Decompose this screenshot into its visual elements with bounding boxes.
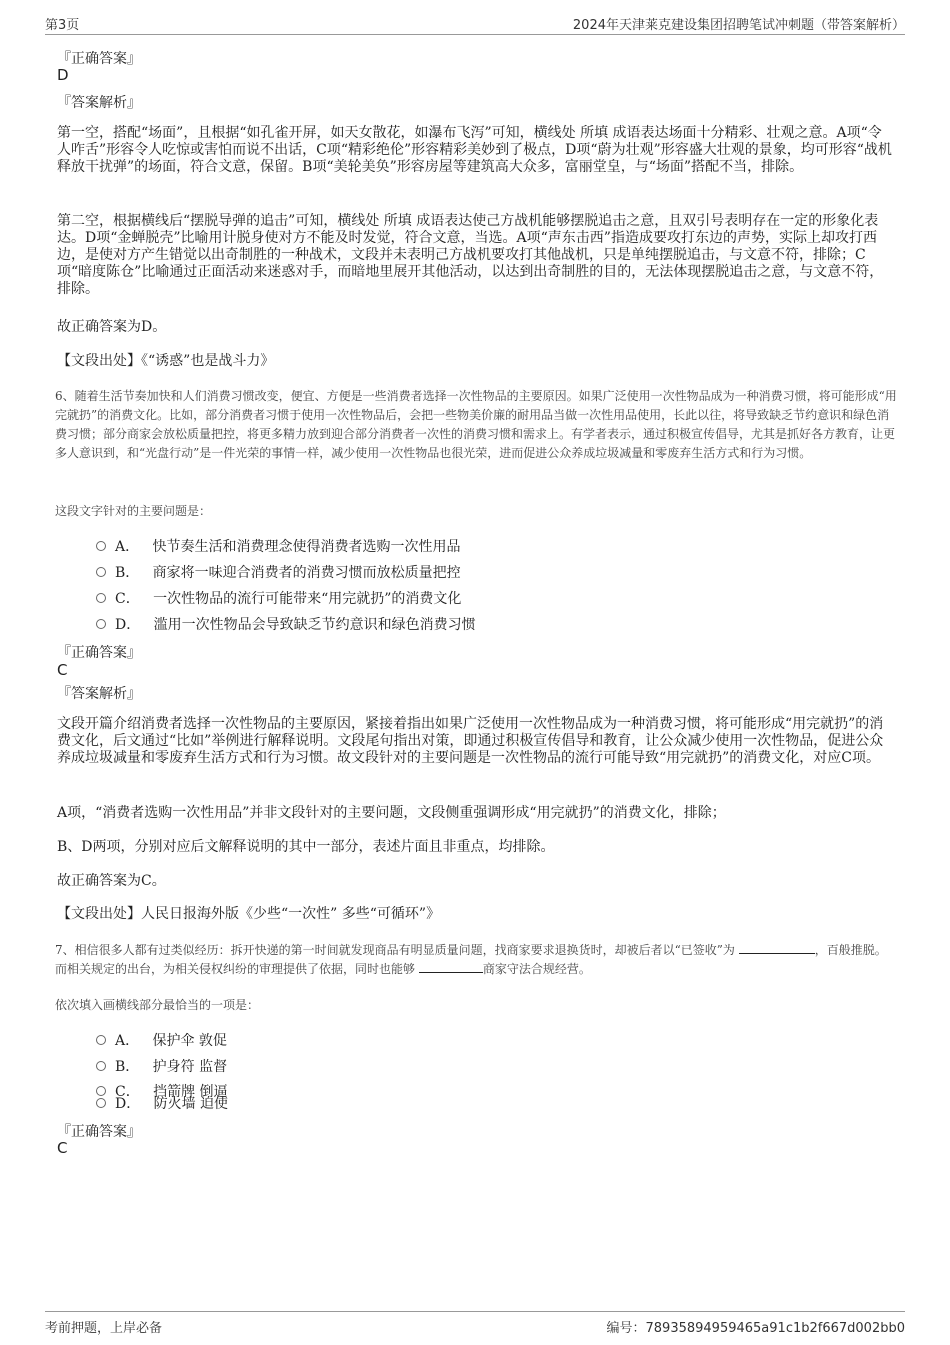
q6-analysis-paragraph: A项，“消费者选购一次性用品”并非文段针对的主要问题，文段侧重强调形成“用完就扔”的消费文化，排除；	[57, 805, 726, 821]
q5-analysis-label: 『答案解析』	[57, 95, 141, 111]
fill-blank	[419, 960, 483, 973]
q6-analysis-paragraph: 文段开篇介绍消费者选择一次性物品的主要原因，紧接着指出如果广泛使用一次性物品成为一种消费习惯，将可能形成“用完就扔”的消费文化，后文通过“比如”举例进行解释说明。文段尾句指出对策，即通过积极宣传倡导和教育，让公众减少使用一次性物品，促进公众养成垃圾减量和零废弃生活方式和行为习惯。故文段针对的主要问题是一次性物品的流行可能导致“用完就扔”的消费文化，对应C项。	[57, 716, 884, 766]
q7-answer: C	[57, 1139, 68, 1157]
radio-icon[interactable]	[96, 619, 106, 629]
page-footer	[45, 1311, 905, 1334]
q6-answer-label: 『正确答案』	[57, 645, 141, 661]
footer-slogan: 考前押题，上岸必备	[45, 1321, 163, 1336]
q6-answer: C	[57, 661, 68, 679]
q7-option-a[interactable]: A． 保护伞 敦促	[96, 1030, 227, 1050]
q6-option-c[interactable]: C． 一次性物品的流行可能带来“用完就扔”的消费文化	[96, 588, 461, 608]
q5-conclusion: 故正确答案为D。	[57, 319, 167, 335]
q7-option-d[interactable]: D． 防火墙 迫使	[96, 1093, 228, 1113]
q6-stem: 这段文字针对的主要问题是：	[55, 504, 212, 518]
radio-icon[interactable]	[96, 593, 106, 603]
q5-answer: D	[57, 66, 69, 84]
q6-source: 【文段出处】人民日报海外版《少些“一次性” 多些“可循环”》	[57, 906, 441, 922]
q7-answer-label: 『正确答案』	[57, 1124, 141, 1140]
q6-option-b[interactable]: B． 商家将一味迎合消费者的消费习惯而放松质量把控	[96, 562, 461, 582]
radio-icon[interactable]	[96, 567, 106, 577]
q5-answer-label: 『正确答案』	[57, 51, 141, 67]
radio-icon[interactable]	[96, 1035, 106, 1045]
page-header	[45, 14, 905, 35]
q7-option-c[interactable]: C． 挡箭牌 倒逼	[96, 1081, 228, 1101]
q7-question: 7、相信很多人都有过类似经历：拆开快递的第一时间就发现商品有明显质量问题，找商家要求退换货时，却被后者以“已签收”为 ，百般推脱。而相关规定的出台，为相关侵权纠纷的审理提供了依据，同时也能够 商家守法合规经营。	[55, 943, 887, 976]
radio-icon[interactable]	[96, 1061, 106, 1071]
radio-icon[interactable]	[96, 1098, 106, 1108]
radio-icon[interactable]	[96, 541, 106, 551]
q6-option-a[interactable]: A． 快节奏生活和消费理念使得消费者选购一次性用品	[96, 536, 460, 556]
q5-source: 【文段出处】《“诱惑”也是战斗力》	[57, 353, 275, 369]
fill-blank	[739, 941, 815, 954]
q5-analysis-paragraph: 第二空，根据横线后“摆脱导弹的追击”可知，横线处 所填 成语表达使己方战机能够摆脱追击之意，且双引号表明存在一定的形象化表达。D项“金蝉脱壳”比喻用计脱身使对方不能及时发觉，符合文意，当选。A项“声东击西”指造成要攻打东边的声势，实际上却攻打西边，是使对方产生错觉以出奇制胜的一种战术，文段并未表明己方战机要攻打其他战机，只是单纯摆脱追击，与文意不符，排除；C项“暗度陈仓”比喻通过正面活动来迷惑对手，而暗地里展开其他活动，以达到出奇制胜的目的，无法体现摆脱追击之意，与文意不符，排除。	[57, 213, 884, 297]
document-id: 编号：78935894959465a91c1b2f667d002bb0	[606, 1321, 905, 1336]
q7-option-b[interactable]: B． 护身符 监督	[96, 1056, 227, 1076]
q6-analysis-label: 『答案解析』	[57, 686, 141, 702]
q6-question: 6、随着生活节奏加快和人们消费习惯改变，便宜、方便是一些消费者选择一次性物品的主要原因。如果广泛使用一次性物品成为一种消费习惯，将可能形成“用完就扔”的消费文化。比如，部分消费者习惯于使用一次性物品后，会把一些物美价廉的耐用品当做一次性用品使用，长此以往，将导致缺乏节约意识和绿色消费习惯；部分商家会放松质量把控，将更多精力放到迎合部分消费者一次性的消费习惯和需求上。有学者表示，通过积极宣传倡导，尤其是抓好各方教育，让更多人意识到，和“光盘行动”是一件光荣的事情一样，减少使用一次性物品也很光荣，进而促进公众养成垃圾减量和零废弃生活方式和行为习惯。	[55, 389, 897, 460]
q6-option-d[interactable]: D． 滥用一次性物品会导致缺乏节约意识和绿色消费习惯	[96, 614, 476, 634]
document-title: 2024年天津莱克建设集团招聘笔试冲刺题（带答案解析）	[572, 18, 905, 33]
page-number: 第3页	[45, 18, 80, 33]
q6-analysis-paragraph: B、D两项，分别对应后文解释说明的其中一部分，表述片面且非重点，均排除。	[57, 839, 555, 855]
q7-stem: 依次填入画横线部分最恰当的一项是：	[55, 998, 260, 1012]
q6-conclusion: 故正确答案为C。	[57, 873, 166, 889]
q5-analysis-paragraph: 第一空，搭配“场面”，且根据“如孔雀开屏，如天女散花，如瀑布飞泻”可知，横线处 所填 成语表达场面十分精彩、壮观之意。A项“令人咋舌”形容令人吃惊或害怕而说不出话，C项“精彩绝伦”形容精彩美妙到了极点，D项“蔚为壮观”形容盛大壮观的景象，均可形容“战机释放干扰弹”的场面，符合文意，保留。B项“美轮美奂”形容房屋等建筑高大众多，富丽堂皇，与“场面”搭配不当，排除。	[57, 125, 892, 175]
